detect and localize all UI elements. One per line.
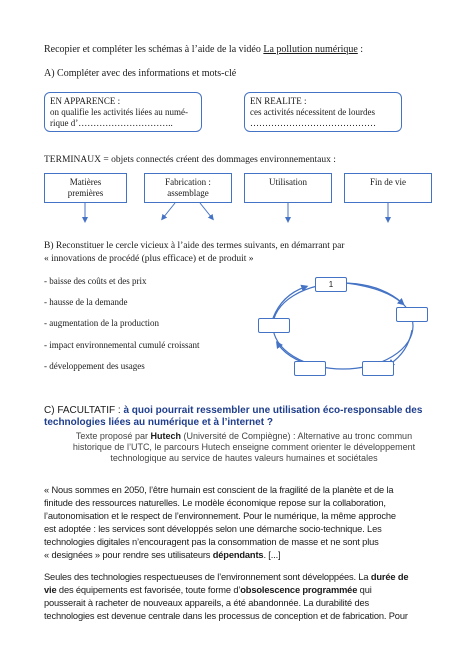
- video-title-link[interactable]: La pollution numérique: [263, 44, 358, 55]
- list-item: - baisse des coûts et des prix: [44, 276, 147, 286]
- cycle-node-2: [396, 307, 428, 322]
- quote-paragraph-1: « Nous sommes en 2050, l’être humain est conscient de la fragilité de la planète et de la finitude des ressources naturelles. Le modèle économique repose sur la collaboration, l’autonomisation et le respect de l’environnement. Pour le numérique, la même approche est adoptée : les services sont développés selon une démarche socio-technique. Les technologies digitales n’encouragent pas la consommation de masse et ne sont plus « designées » pour rendre ses utilisateurs dépendants. [...]: [44, 485, 396, 560]
- cycle-node-5: [258, 318, 290, 333]
- arrow-fabrication-left: [163, 203, 175, 218]
- section-c-title: C) FACULTATIF : à quoi pourrait ressembler une utilisation éco-responsable des technologies liées au numérique et à l’internet ?: [44, 405, 423, 428]
- apparence-heading: EN APPARENCE :: [50, 96, 121, 106]
- list-item: - augmentation de la production: [44, 318, 159, 328]
- arrow-fabrication-right: [200, 203, 212, 218]
- cycle-node-4: [294, 361, 326, 376]
- list-item: - développement des usages: [44, 361, 145, 371]
- section-a-title: A) Compléter avec des informations et mots-clé: [44, 68, 237, 79]
- list-item: - impact environnemental cumulé croissant: [44, 340, 200, 350]
- stage-box-matieres: Matières premières: [44, 173, 127, 203]
- section-c-subtitle: Texte proposé par Hutech (Université de Compiègne) : Alternative au tronc commun historique de l’UTC, le parcours Hutech enseigne comment orienter le développement technologique au service de hautes valeurs humaines et sociétales: [72, 431, 416, 463]
- realite-heading: EN REALITE :: [250, 96, 307, 106]
- stage-box-utilisation: Utilisation: [244, 173, 332, 203]
- realite-line1: ces activités nécessitent de lourdes: [250, 107, 375, 117]
- apparence-line2: rique d’…………………………..: [50, 118, 173, 128]
- cycle-node-3: [362, 361, 394, 376]
- vicious-cycle-diagram: [273, 283, 413, 369]
- stage-box-fin-de-vie: Fin de vie: [344, 173, 432, 203]
- section-b-title: B) Reconstituer le cercle vicieux à l’aide des termes suivants, en démarrant par « innovations de procédé (plus efficace) et de produit »: [44, 241, 345, 264]
- quote-paragraph-2: Seules des technologies respectueuses de l’environnement sont développées. La durée de vie des équipements est favorisée, toute forme d’obsolescence programmée qui pousserait à racheter de nouveaux appareils, a été abandonnée. La durabilité des technologies est devenue centrale dans les processus de conception et de fabrication. Pour: [44, 572, 409, 621]
- apparence-line1: on qualifie les activités liées au numé-: [50, 107, 188, 117]
- intro-text: Recopier et compléter les schémas à l’aide de la vidéo: [44, 44, 264, 55]
- list-item: - hausse de la demande: [44, 297, 128, 307]
- terminaux-line: TERMINAUX = objets connectés créent des dommages environnementaux :: [44, 155, 336, 165]
- cycle-node-1: 1: [315, 277, 347, 292]
- stage-box-fabrication: Fabrication : assemblage: [144, 173, 232, 203]
- intro-line: Recopier et compléter les schémas à l’aide de la vidéo La pollution numérique :: [44, 44, 364, 55]
- realite-line2: ……………………………………: [250, 118, 376, 128]
